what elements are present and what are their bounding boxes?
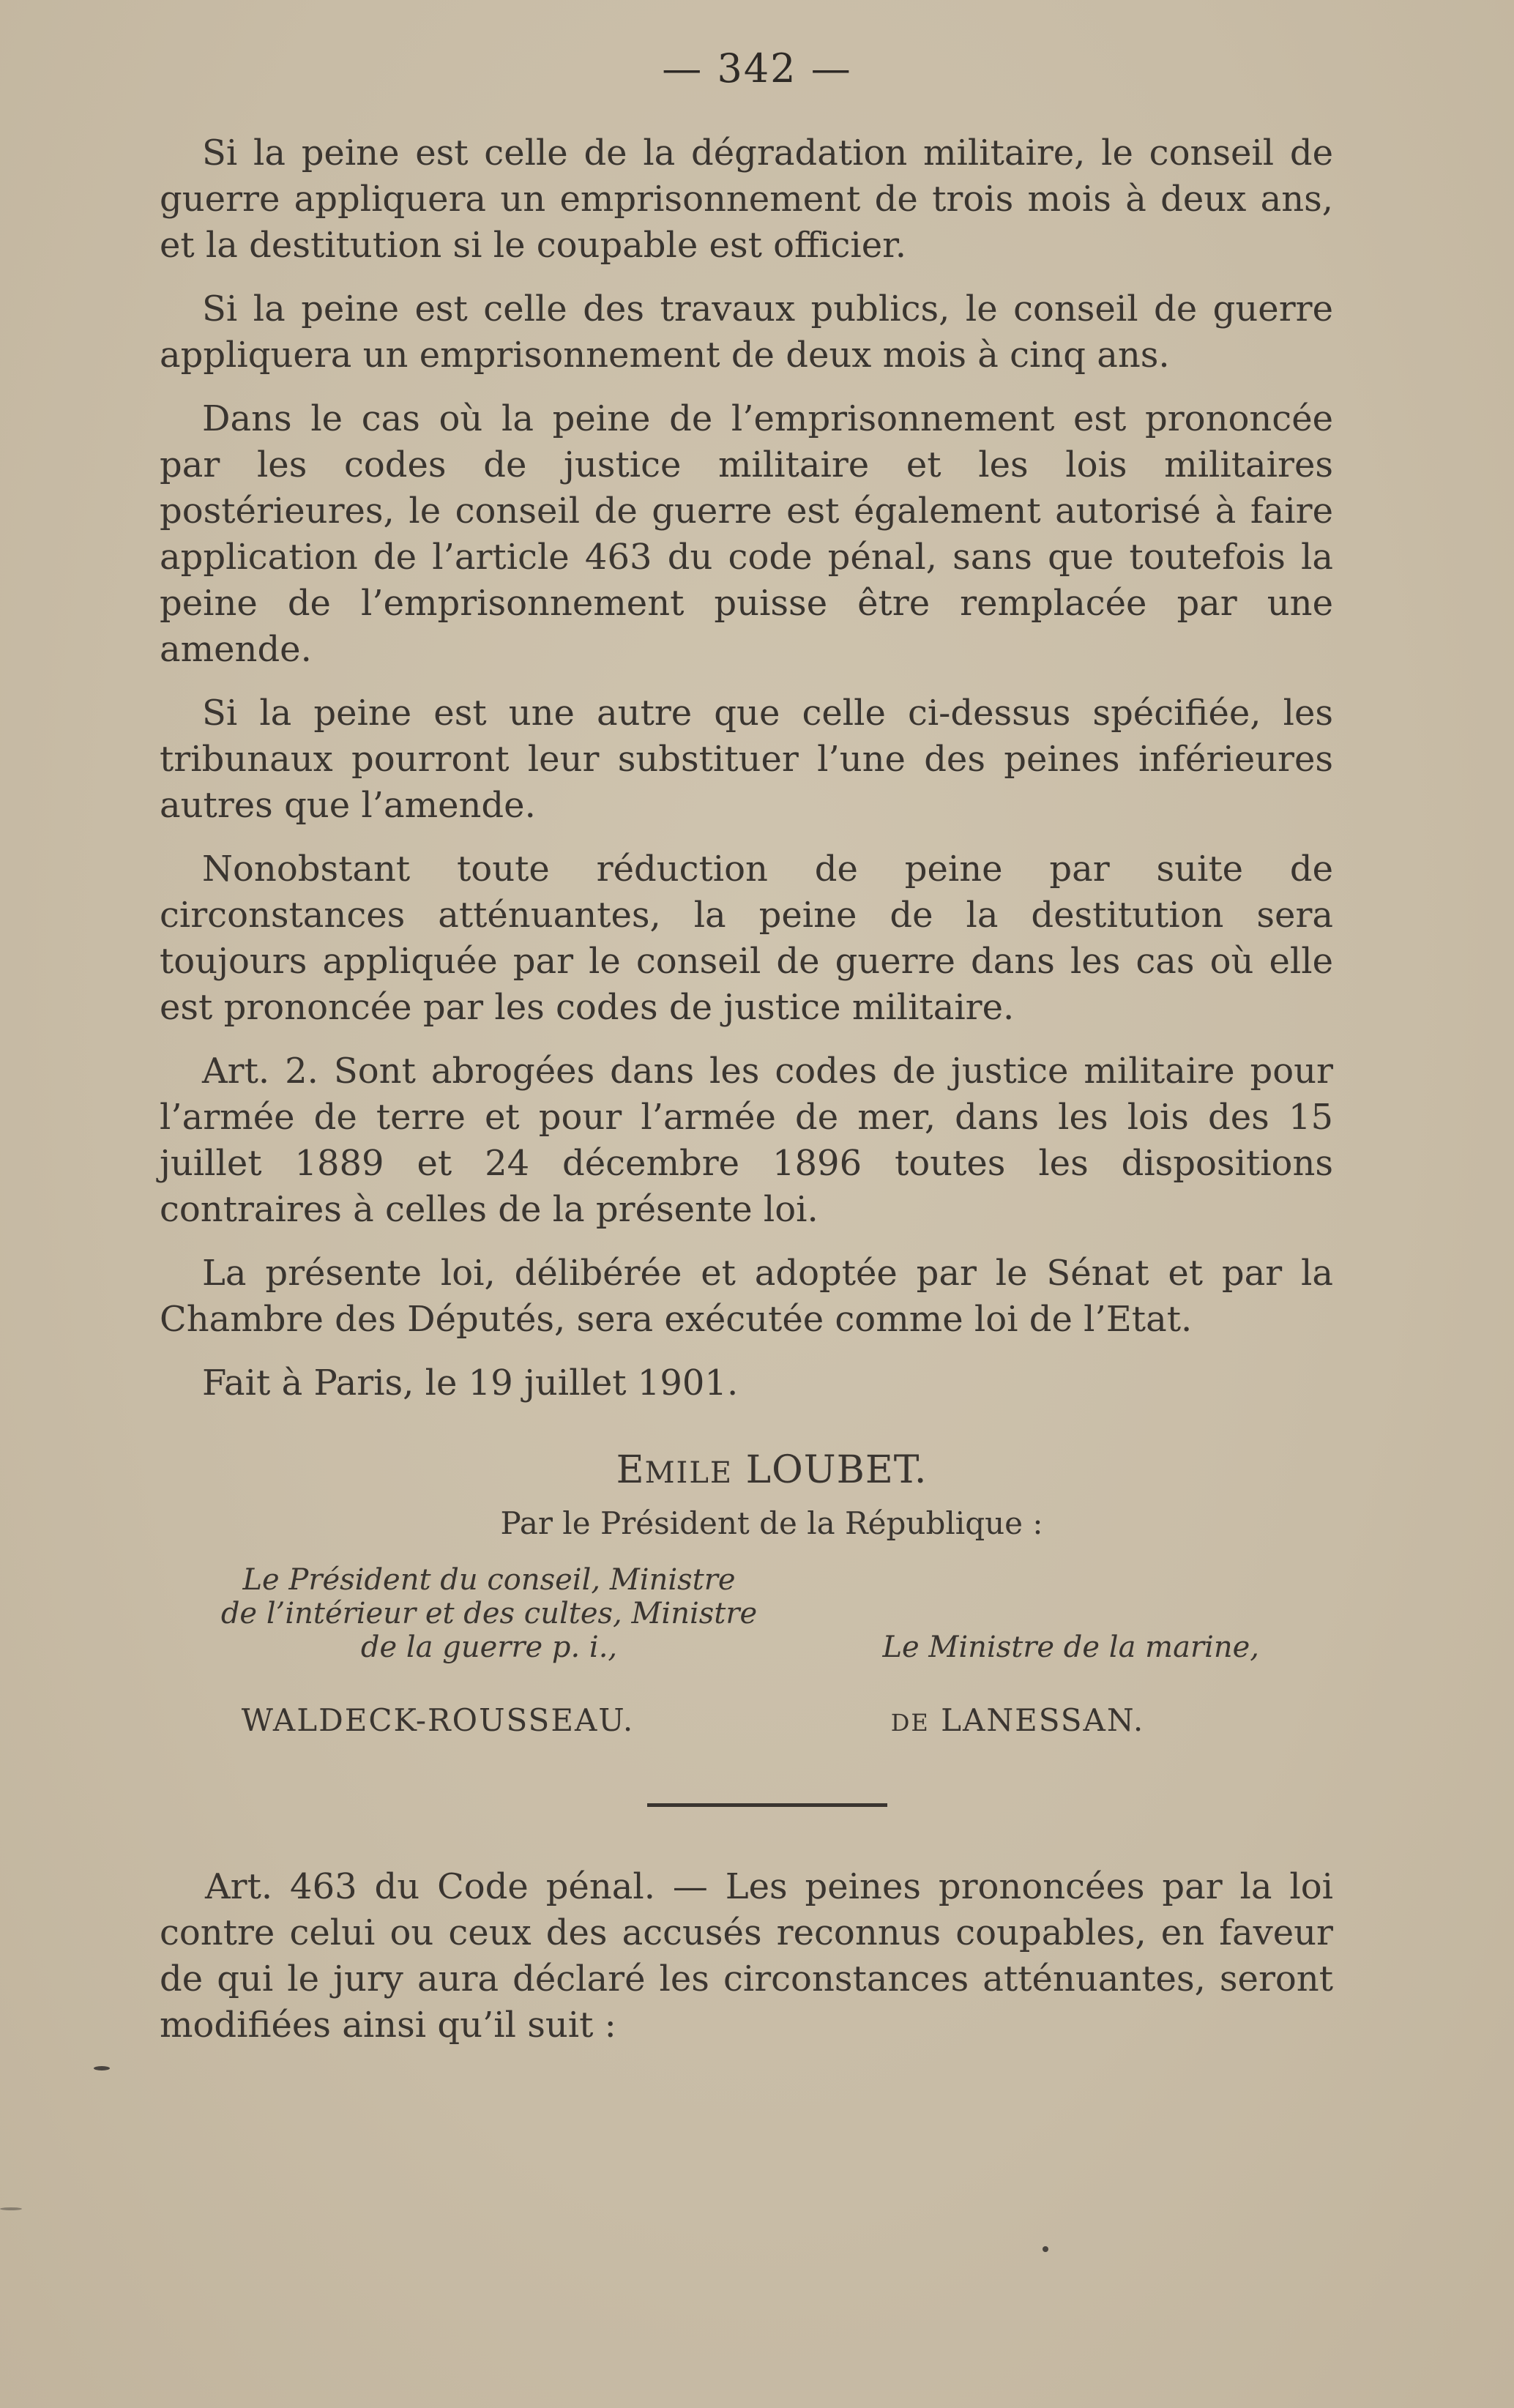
name-particle: DE (890, 1709, 930, 1737)
ink-speck (0, 2207, 22, 2210)
paragraph: Nonobstant toute réduction de peine par suite de circonstances atténuantes, la peine de la destitution sera toujours appliquée par le conseil de guerre dans les cas où elle est prononcée par les codes de justice militaire. (160, 849, 1333, 1028)
left-title-line: de l’intérieur et des cultes, Ministre (220, 1597, 758, 1630)
president-first-initial: E (616, 1448, 645, 1492)
page-number: — 342 — (662, 45, 852, 92)
president-first-rest: MILE (644, 1456, 734, 1490)
president-last-name: LOUBET. (745, 1448, 928, 1492)
signature-block (0, 1448, 1514, 1739)
paragraph: Dans le cas où la peine de l’emprisonnement est prononcée par les codes de justice militaire et les lois militaires postérieures, le conseil de guerre est également autorisé à faire application de l’article 463 du code pénal, sans que toutefois la peine de l’emprisonnement puisse être remplacée par une amende. (160, 398, 1333, 670)
par-le-president: Par le Président de la République : (500, 1505, 1043, 1541)
right-minister-title: Le Ministre de la marine, (882, 1630, 1259, 1664)
name-main: LANESSAN. (941, 1702, 1145, 1738)
paragraph: La présente loi, délibérée et adoptée par le Sénat et par la Chambre des Députés, sera exécutée comme loi de l’Etat. (160, 1253, 1333, 1340)
paragraph: Art. 2. Sont abrogées dans les codes de justice militaire pour l’armée de terre et pour l’armée de mer, dans les lois des 15 juillet 1889 et 24 décembre 1896 toutes les dispositions contraires à celles de la présente loi. (160, 1051, 1333, 1230)
left-minister-title (160, 1563, 818, 1664)
right-minister-name (842, 1702, 1193, 1738)
body-text (160, 130, 1333, 1424)
paragraph: Si la peine est une autre que celle ci-dessus spécifiée, les tribunaux pourront leur substituer l’une des peines inférieures autres que l’amende. (160, 693, 1333, 826)
paragraph: Si la peine est celle des travaux publics, le conseil de guerre appliquera un emprisonnement de deux mois à cinq ans. (160, 288, 1333, 376)
ministers-block (0, 1563, 1514, 1739)
footnote: Art. 463 du Code pénal. — Les peines prononcées par la loi contre celui ou ceux des accusés reconnus coupables, en faveur de qui le jury aura déclaré les circonstances atténuantes, seront modifiées ainsi qu’il suit : (160, 1866, 1333, 2046)
left-title-line: Le Président du conseil, Ministre (242, 1563, 736, 1597)
president-signature (29, 1448, 1514, 1492)
date-line: Fait à Paris, le 19 juillet 1901. (202, 1363, 739, 1404)
separator-rule (647, 1803, 887, 1807)
left-title-line: de la guerre p. i., (360, 1630, 618, 1664)
left-minister-name: WALDECK-ROUSSEAU. (241, 1702, 635, 1738)
ink-speck (1043, 2246, 1048, 2252)
paragraph: Si la peine est celle de la dégradation militaire, le conseil de guerre appliquera un emprisonnement de trois mois à deux ans, et la destitution si le coupable est officier. (160, 133, 1333, 266)
ink-speck (94, 2066, 110, 2070)
